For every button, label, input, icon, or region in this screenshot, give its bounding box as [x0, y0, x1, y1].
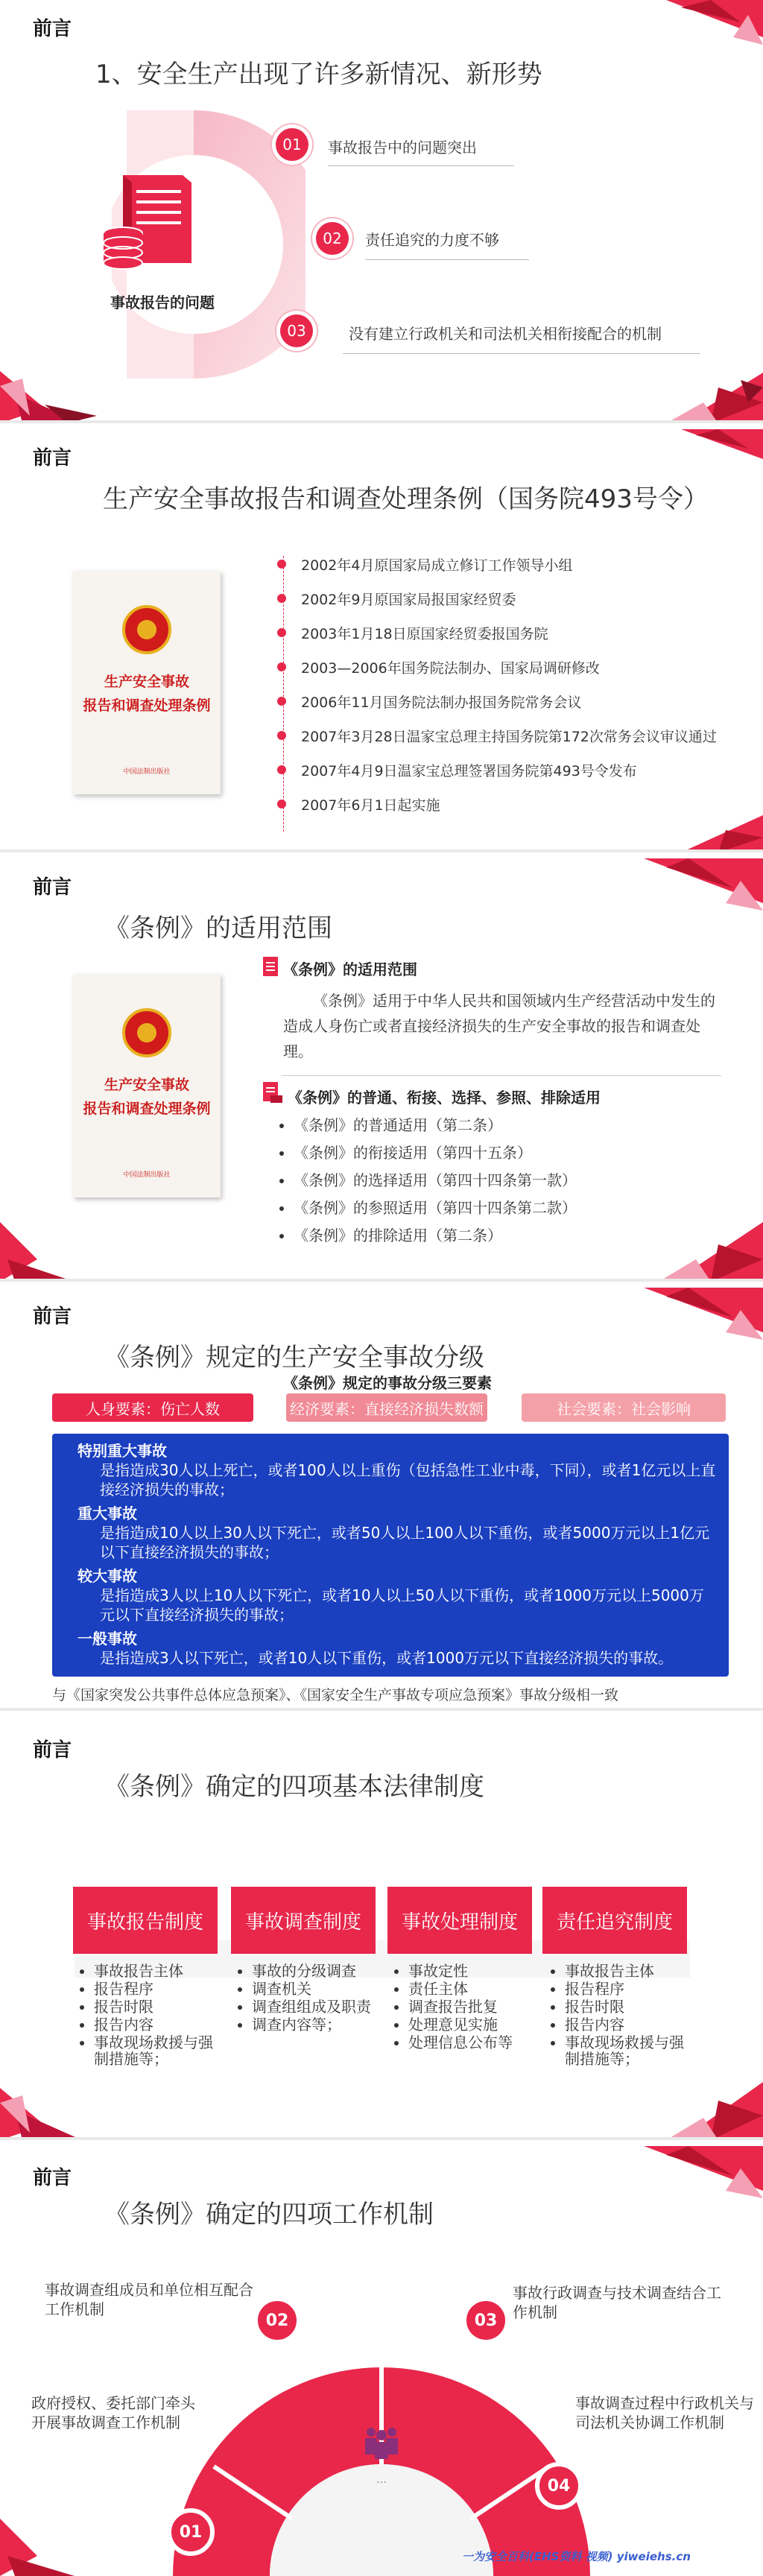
list-item: • 调查机关	[252, 1981, 384, 1997]
timeline-dot	[277, 731, 286, 740]
list-item: • 事故报告主体	[565, 1963, 697, 1979]
item-text-01: 事故报告中的问题突出	[328, 139, 477, 156]
national-emblem-icon	[122, 605, 171, 654]
item-number-03: 03	[280, 314, 313, 347]
column-list-report	[77, 1963, 227, 2069]
slide-scope	[0, 858, 763, 1282]
icon-label: 事故报告的问题	[110, 294, 215, 311]
timeline-item: 2007年4月9日温家宝总理签署国务院第493号令发布	[277, 759, 637, 781]
footnote: 与《国家突发公共事件总体应急预案》、《国家安全生产事故专项应急预案》事故分级相一致	[52, 1687, 619, 1703]
column-head-report: 事故报告制度	[73, 1887, 218, 1954]
item-text-01: 政府授权、委托部门牵头开展事故调查工作机制	[31, 2394, 195, 2431]
watermark: 一为安全百科(EHS资料 视频) yiweiehs.cn	[462, 2550, 691, 2563]
item-text-03: 没有建立行政机关和司法机关相衔接配合的机制	[349, 325, 662, 343]
level-name: 一般事故	[77, 1630, 137, 1648]
list-item: • 调查报告批复	[408, 1999, 541, 2015]
timeline-item: 2002年4月原国家局成立修订工作领导小组	[277, 553, 572, 575]
slide-four-work-mechanisms	[0, 2146, 763, 2576]
item-number-02: 02	[316, 222, 349, 255]
item-number-03: 03	[462, 2297, 510, 2344]
list-item: • 事故现场救援与强制措施等；	[94, 2034, 227, 2067]
item-underline	[365, 259, 529, 260]
list-item: • 报告程序	[565, 1981, 697, 1997]
center-label: …	[376, 2474, 387, 2486]
list-item: • 事故报告主体	[94, 1963, 227, 1979]
list-item: • 报告时限	[565, 1999, 697, 2015]
item-number-01: 01	[167, 2508, 215, 2556]
level-desc: 是指造成10人以上30人以下死亡，或者50人以上100人以下重伤，或者5000万元以上1亿元以下直接经济损失的事故；	[100, 1524, 710, 1561]
item-text-02: 责任追究的力度不够	[365, 231, 499, 249]
timeline-dot	[277, 628, 286, 637]
server-database-icon	[101, 168, 205, 272]
levels-box	[52, 1434, 729, 1677]
decor-triangles-top	[636, 0, 763, 45]
level-name: 较大事故	[77, 1567, 137, 1585]
item-underline	[343, 353, 700, 354]
list-item: • 《条例》的参照适用（第四十四条第二款）	[294, 1194, 577, 1222]
list-item: • 处理信息公布等	[408, 2034, 541, 2051]
timeline-item: 2003年1月18日原国家经贸委报国务院	[277, 621, 548, 644]
list-item: • 《条例》的普通适用（第二条）	[294, 1112, 577, 1139]
timeline-item: 2007年3月28日温家宝总理主持国务院第172次常务会议审议通过	[277, 724, 717, 747]
item-text-02: 事故调查组成员和单位相互配合工作机制	[45, 2281, 253, 2318]
timeline-item: 2002年9月原国家局报国家经贸委	[277, 587, 516, 610]
document-list-icon	[263, 1082, 282, 1103]
timeline-dot	[277, 800, 286, 808]
timeline-item: 2006年11月国务院法制办报国务院常务会议	[277, 690, 582, 712]
timeline-dot	[277, 765, 286, 774]
book-publisher: 中国法制出版社	[123, 1171, 171, 1179]
level-desc: 是指造成3人以上10人以下死亡，或者10人以上50人以下重伤，或者1000万元以上5000万元以下直接经济损失的事故；	[100, 1586, 704, 1624]
item-number-02: 02	[253, 2297, 301, 2344]
decor-triangles-bottom-right	[636, 2082, 763, 2140]
list-item: • 报告时限	[94, 1999, 227, 2015]
list-item: • 责任主体	[408, 1981, 541, 1997]
timeline-dot	[277, 662, 286, 671]
list-item: • 处理意见实施	[408, 2016, 541, 2033]
list-item: • 《条例》的排除适用（第二条）	[294, 1222, 577, 1250]
slide-accident-levels	[0, 1288, 763, 1711]
list-item: • 报告内容	[565, 2016, 697, 2033]
decor-triangles-bottom-right	[651, 815, 763, 852]
decor-triangles-bottom-left	[0, 1222, 82, 1282]
slide-title: 生产安全事故报告和调查处理条例（国务院493号令）	[103, 484, 709, 514]
slide-title: 1、安全生产出现了许多新情况、新形势	[95, 60, 542, 89]
slide-header: 前言	[33, 1306, 72, 1328]
list-item: • 事故现场救援与强制措施等；	[565, 2034, 697, 2067]
section-divider	[282, 1075, 721, 1076]
list-item: • 《条例》的衔接适用（第四十五条）	[294, 1139, 577, 1167]
timeline-item: 2007年6月1日起实施	[277, 793, 440, 815]
level-block	[77, 1629, 717, 1668]
decor-triangles-top	[614, 1288, 763, 1340]
level-block	[77, 1566, 717, 1624]
column-head-accountability: 责任追究制度	[542, 1887, 687, 1954]
tag-economic: 经济要素：直接经济损失数额	[286, 1393, 487, 1422]
application-list	[276, 1112, 577, 1250]
national-emblem-icon	[122, 1008, 171, 1057]
subtitle: 《条例》规定的事故分级三要素	[283, 1374, 492, 1392]
book-title-line1: 生产安全事故	[104, 1077, 189, 1093]
section-title-scope: 《条例》的适用范围	[283, 961, 417, 978]
list-item: • 《条例》的选择适用（第四十四条第一款）	[294, 1167, 577, 1194]
level-name: 特别重大事故	[77, 1442, 167, 1460]
level-desc: 是指造成30人以上死亡，或者100人以上重伤（包括急性工业中毒，下同），或者1亿元以上直接经济损失的事故；	[100, 1461, 716, 1499]
book-publisher: 中国法制出版社	[123, 768, 171, 776]
slide-title: 《条例》确定的四项基本法律制度	[104, 1772, 484, 1802]
tag-personal: 人身要素：伤亡人数	[52, 1393, 253, 1422]
column-list-handling	[392, 1963, 541, 2052]
timeline-dot	[277, 697, 286, 706]
book-cover-image	[73, 571, 221, 794]
list-item: • 事故的分级调查	[252, 1963, 384, 1979]
team-icon	[361, 2426, 402, 2459]
slide-safety-situation	[0, 0, 763, 423]
column-head-handling: 事故处理制度	[387, 1887, 532, 1954]
column-head-investigation: 事故调查制度	[231, 1887, 376, 1954]
level-name: 重大事故	[77, 1504, 137, 1522]
book-title-line1: 生产安全事故	[104, 674, 189, 690]
section-body-scope: 《条例》适用于中华人民共和国领域内生产经营活动中发生的造成人身伤亡或者直接经济损失的生产安全事故的报告和调查处理。	[283, 992, 715, 1060]
item-underline	[328, 165, 514, 166]
tag-social: 社会要素：社会影响	[522, 1393, 726, 1422]
item-number-01: 01	[276, 128, 308, 161]
decor-triangles-top	[614, 858, 763, 911]
slide-title: 《条例》的适用范围	[104, 914, 332, 943]
decor-triangles-bottom-left	[0, 2519, 82, 2576]
decor-triangles-bottom-right	[636, 1222, 763, 1282]
level-desc: 是指造成3人以下死亡，或者10人以下重伤，或者1000万元以下直接经济损失的事故。	[100, 1649, 674, 1667]
slide-regulation-history	[0, 429, 763, 852]
section-title-application: 《条例》的普通、衔接、选择、参照、排除适用	[288, 1089, 601, 1107]
item-text-04: 事故调查过程中行政机关与司法机关协调工作机制	[575, 2394, 754, 2431]
document-icon	[263, 957, 278, 976]
list-item: • 调查内容等；	[252, 2016, 384, 2033]
list-item: • 报告内容	[94, 2016, 227, 2033]
timeline-item: 2003—2006年国务院法制办、国家局调研修改	[277, 656, 600, 678]
slide-four-legal-systems	[0, 1717, 763, 2140]
book-title-line2: 报告和调查处理条例	[83, 1101, 211, 1117]
list-item: • 调查组组成及职责	[252, 1999, 384, 2015]
slide-header: 前言	[33, 2167, 72, 2189]
level-block	[77, 1441, 717, 1499]
item-number-04: 04	[535, 2462, 583, 2510]
slide-title: 《条例》确定的四项工作机制	[104, 2200, 434, 2230]
slide-header: 前言	[33, 876, 72, 899]
list-item: • 报告程序	[94, 1981, 227, 1997]
decor-triangles-top	[614, 2146, 763, 2198]
timeline-dot	[277, 560, 286, 569]
slide-header: 前言	[33, 18, 72, 40]
column-list-investigation	[235, 1963, 384, 2034]
slide-title: 《条例》规定的生产安全事故分级	[104, 1343, 484, 1373]
timeline-dot	[277, 594, 286, 603]
book-title-line2: 报告和调查处理条例	[83, 697, 211, 714]
decor-triangles-left	[0, 364, 97, 423]
decor-triangles-top	[636, 429, 763, 466]
item-text-03: 事故行政调查与技术调查结合工作机制	[513, 2284, 721, 2321]
book-cover-image	[73, 974, 221, 1197]
list-item: • 事故定性	[408, 1963, 541, 1979]
slide-header: 前言	[33, 1739, 72, 1762]
slide-header: 前言	[33, 447, 72, 469]
level-block	[77, 1504, 717, 1562]
decor-triangles-bottom-left	[0, 2080, 97, 2140]
column-list-accountability	[548, 1963, 697, 2069]
decor-triangles-right	[636, 373, 763, 423]
